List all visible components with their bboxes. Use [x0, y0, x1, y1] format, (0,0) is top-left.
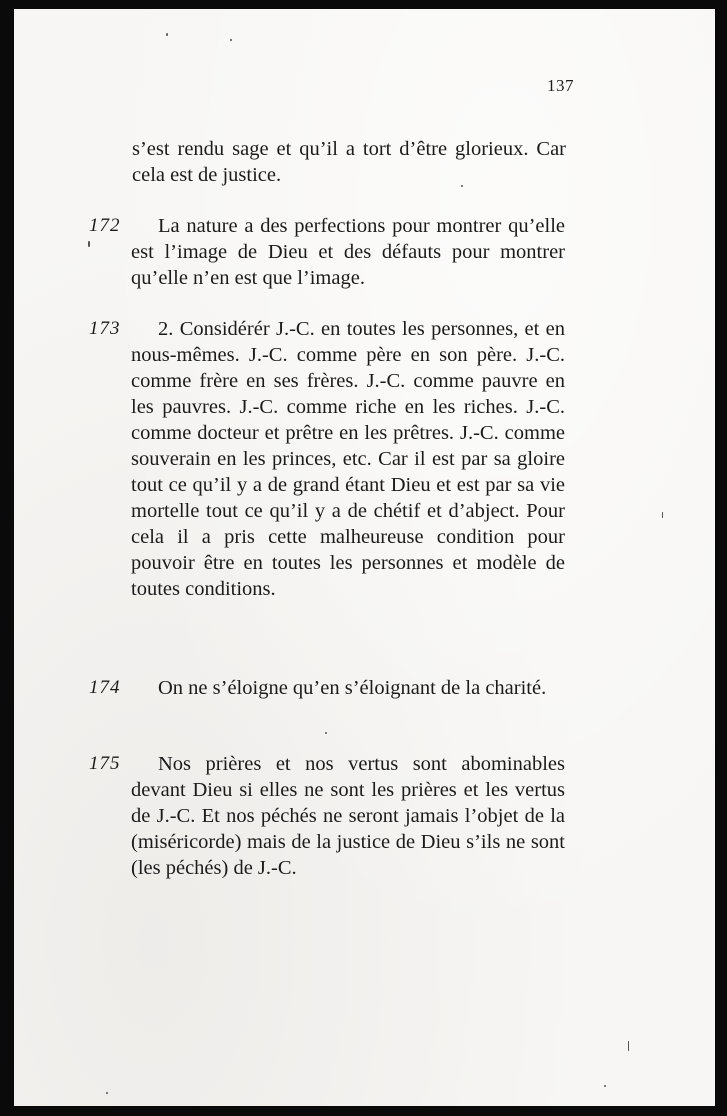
- entry-number: 174: [89, 677, 121, 698]
- entry-text: La nature a des perfections pour montrer qu’elle est l’image de Dieu et des défauts pour montrer qu’elle n’en est que l’image.: [131, 215, 565, 289]
- paper-speck: [461, 185, 463, 187]
- paper-speck: [662, 512, 663, 518]
- entry-number: 173: [89, 318, 121, 339]
- paper-speck: [604, 1085, 606, 1087]
- paper-speck: [230, 39, 232, 41]
- paper-speck: [88, 241, 90, 247]
- entry-text: 2. Considérér J.-C. en toutes les personnes, et en nous-mêmes. J.-C. comme père en son père. J.-C. comme frère en ses frères. J.-C. comme pauvre en les pauvres. J.-C. comme riche en les riches. J.-C. comme docteur et prêtre en les prêtres. J.-C. comme souverain en les princes, etc. Car il est par sa gloire tout ce qu’il y a de grand étant Dieu et est par sa vie mortelle tout ce qu’il y a de chétif et d’abject. Pour cela il a pris cette malheureuse condition pour pouvoir être en toutes les personnes et modèle de toutes conditions.: [131, 318, 565, 600]
- entry-number: 172: [89, 215, 121, 236]
- entry-text: On ne s’éloigne qu’en s’éloignant de la charité.: [158, 677, 547, 699]
- entry-text: Nos prières et nos vertus sont abominables devant Dieu si elles ne sont les prières et les vertus de J.-C. Et nos péchés ne seront jamais l’objet de la (miséricorde) mais de la justice de Dieu s’ils ne sont (les péchés) de J.-C.: [131, 753, 565, 879]
- paper-speck: [325, 732, 327, 734]
- paper-speck: [628, 1041, 629, 1051]
- continuation-text: s’est rendu sage et qu’il a tort d’être glorieux. Car cela est de justice.: [132, 138, 566, 186]
- paper-speck: [166, 33, 168, 36]
- page-number: 137: [547, 76, 574, 95]
- entry-number: 175: [89, 753, 121, 774]
- book-page: [14, 9, 715, 1106]
- paper-speck: [106, 1092, 108, 1094]
